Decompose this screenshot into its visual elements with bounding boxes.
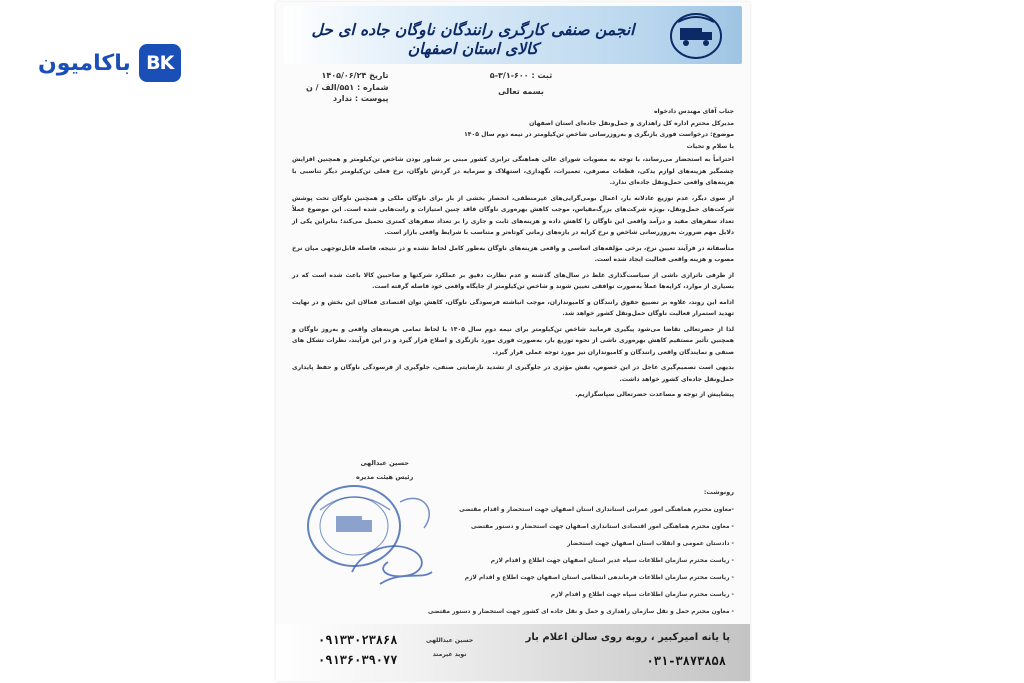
signer-name: حسین عبدالهی	[360, 459, 409, 467]
cc-item: - ریاست محترم سازمان اطلاعات سپاه غدیر استان اصفهان جهت اطلاع و اقدام لازم	[490, 558, 734, 564]
paragraph: ادامه این روند، علاوه بر تضییع حقوق رانندگان و کامیونداران، موجب انباشته فرسودگی ناوگان، کاهش توان اقتصادی فعالان این بخش و در نهایت تهدید استمرار فعالیت ناوگان حمل‌ونقل کشور خواهد شد.	[292, 298, 734, 317]
contact-names	[426, 634, 473, 662]
contact-name: نوید غیرمند	[432, 651, 467, 658]
paragraph: متأسفانه در فرآیند تعیین نرخ، برخی مؤلفه‌های اساسی و واقعی هزینه‌های ناوگان به‌طور کامل لحاظ نشده و در نتیجه، فاصله قابل‌توجهی میان نرخ مصوب و هزینه واقعی فعالیت ایجاد شده است.	[292, 244, 734, 263]
phone-number: ۰۹۱۳۳۰۲۳۸۶۸	[318, 633, 398, 647]
office-phone: ۰۳۱-۳۸۷۳۸۵۸	[646, 654, 726, 668]
cc-item: - ریاست محترم سازمان اطلاعات فرماندهی انتظامی استان اصفهان جهت اطلاع و اقدام لازم	[464, 575, 734, 581]
letter-date: تاریخ ۱۴۰۵/۰۶/۲۴	[321, 71, 389, 80]
cc-item: - معاون محترم هماهنگی امور اقتصادی استانداری اصفهان جهت استحضار و دستور مقتضی	[471, 524, 734, 530]
cc-item: - معاون محترم حمل و نقل سازمان راهداری و حمل و نقل جاده ای کشور جهت استحضار و دستور مقتضی	[428, 609, 734, 615]
union-emblem-icon	[668, 10, 724, 62]
official-stamp-and-signature	[292, 480, 442, 596]
bk-logo-mark: BK	[139, 44, 181, 82]
mobile-numbers	[318, 630, 397, 670]
registration-block	[471, 68, 571, 100]
paragraph: احتراماً به استحضار می‌رساند، با توجه به مصوبات شورای عالی هماهنگی ترابری کشور مبنی بر شناور بودن شاخص تن‌کیلومتر و همچنین افزایش چشمگیر هزینه‌های لوازم یدکی، قطعات مصرفی، تعمیرات، نگهداری، استهلاک و سرمایه در گردش ناوگان، نرخ فعلی تن‌کیلومتر دیگر تناسبی با هزینه‌های واقعی حمل‌ونقل جاده‌ای ندارد.	[292, 156, 734, 186]
letter-footer	[276, 624, 750, 681]
letter-number: شماره : ۵۵۱/الف / ن	[306, 82, 389, 92]
greeting: با سلام و تحیات	[686, 142, 734, 150]
subject-line: موضوع: درخواست فوری بازنگری و به‌روزرسانی شاخص تن‌کیلومتر در نیمه دوم سال ۱۴۰۵	[464, 131, 734, 138]
cc-item: -معاون محترم هماهنگی امور عمرانی استانداری استان اصفهان جهت استحضار و اقدام مقتضی	[459, 507, 734, 513]
signer-title: رئیس هیئت مدیره	[356, 473, 414, 481]
cc-title: رونوشت:	[703, 488, 734, 496]
recipient: جناب آقای مهندس دادخواه	[653, 108, 734, 115]
letter-attachment: پیوست : ندارد	[333, 94, 389, 103]
cc-item: - ریاست محترم سازمان اطلاعات سپاه جهت اطلاع و اقدام لازم	[550, 592, 734, 598]
letter-meta	[306, 70, 389, 105]
paragraph: لذا از حضرتعالی تقاضا می‌شود پیگیری فرمایید شاخص تن‌کیلومتر برای نیمه دوم سال ۱۴۰۵ با لحاظ تمامی هزینه‌های واقعی و به‌روز ناوگان و همچنین تأثیر مستقیم کاهش بهره‌وری ناشی از نحوه توزیع بار، به‌صورت فوری مورد بازنگری و اصلاح قرار گیرد و در این فرآیند، نظرات تشکل های صنفی و نمایندگان واقعی رانندگان و کامیونداران نیز مورد توجه عملی قرار گیرد.	[292, 325, 734, 356]
registration-number: ثبت : ۶۰۰-۳/۱-۵	[489, 71, 553, 80]
cc-item: - دادستان عمومی و انقلاب استان اصفهان جهت استحضار	[567, 541, 734, 547]
contact-name: حسین عبداللهی	[426, 637, 474, 644]
paragraph: از طرفی ناترازی ناشی از سیاست‌گذاری غلط در سال‌های گذشته و عدم نظارت دقیق بر عملکرد شرکتها و صاحبین کالا باعث شده است که در بسیاری از موارد، کرایه‌ها عملاً به‌صورت توافقی تعیین شوند و شاخص تن‌کیلومتر از جایگاه واقعی خود فاصله گرفته است.	[292, 271, 734, 290]
office-address: پا یانه امیرکبیر ، روبه روی سالن اعلام بار	[525, 632, 730, 643]
phone-number: ۰۹۱۳۶۰۳۹۰۷۷	[318, 653, 398, 667]
paragraph: پیشاپیش از توجه و مساعدت حضرتعالی سپاسگزاریم.	[575, 391, 734, 398]
recipient-title: مدیرکل محترم اداره کل راهداری و حمل‌ونقل جاده‌ای استان اصفهان	[529, 119, 734, 127]
letter-document	[276, 2, 750, 681]
brand-name: باکامیون	[38, 50, 131, 76]
bakamion-logo[interactable]	[38, 44, 181, 82]
paragraph: از سوی دیگر، عدم توزیع عادلانه بار، اعمال بومی‌گرایی‌های غیرمنطقی، انحصار بخشی از بار برای ناوگان ملکی و همچنین ناوگان تحت پوشش شرکت‌های حمل‌ونقل، بویژه شرکت‌های بزرگ‌مقیاس، موجب کاهش بهره‌وری ناوگان فاقد چنین امتیازات و رانت‌هایی شده است. این موضوع عملاً تعداد سفرهای مفید و درآمد واقعی این ناوگان را کاهش داده و هزینه‌های ثابت و جاری را بر تعداد سفرهای کمتری تحمیل می‌کند؛ بنابراین یکی از دلایل مهم ضرورت به‌روزرسانی شاخص و نرخ کرایه در بازه‌های زمانی کوتاه‌تر و متناسب با شرایط واقعی بازار است.	[292, 194, 734, 236]
basmala: بسمه تعالی	[498, 87, 544, 96]
organization-title: انجمن صنفی کارگری رانندگان ناوگان جاده ای حل کالای استان اصفهان	[311, 20, 635, 58]
paragraph: بدیهی است تصمیم‌گیری عاجل در این خصوص، نقش مؤثری در جلوگیری از تشدید نارضایتی صنفی، جلوگیری از فرسودگی ناوگان و حفظ پایداری حمل‌ونقل جاده‌ای کشور خواهد داشت.	[292, 364, 734, 383]
letter-body	[292, 106, 734, 405]
letterhead-banner	[284, 6, 742, 64]
